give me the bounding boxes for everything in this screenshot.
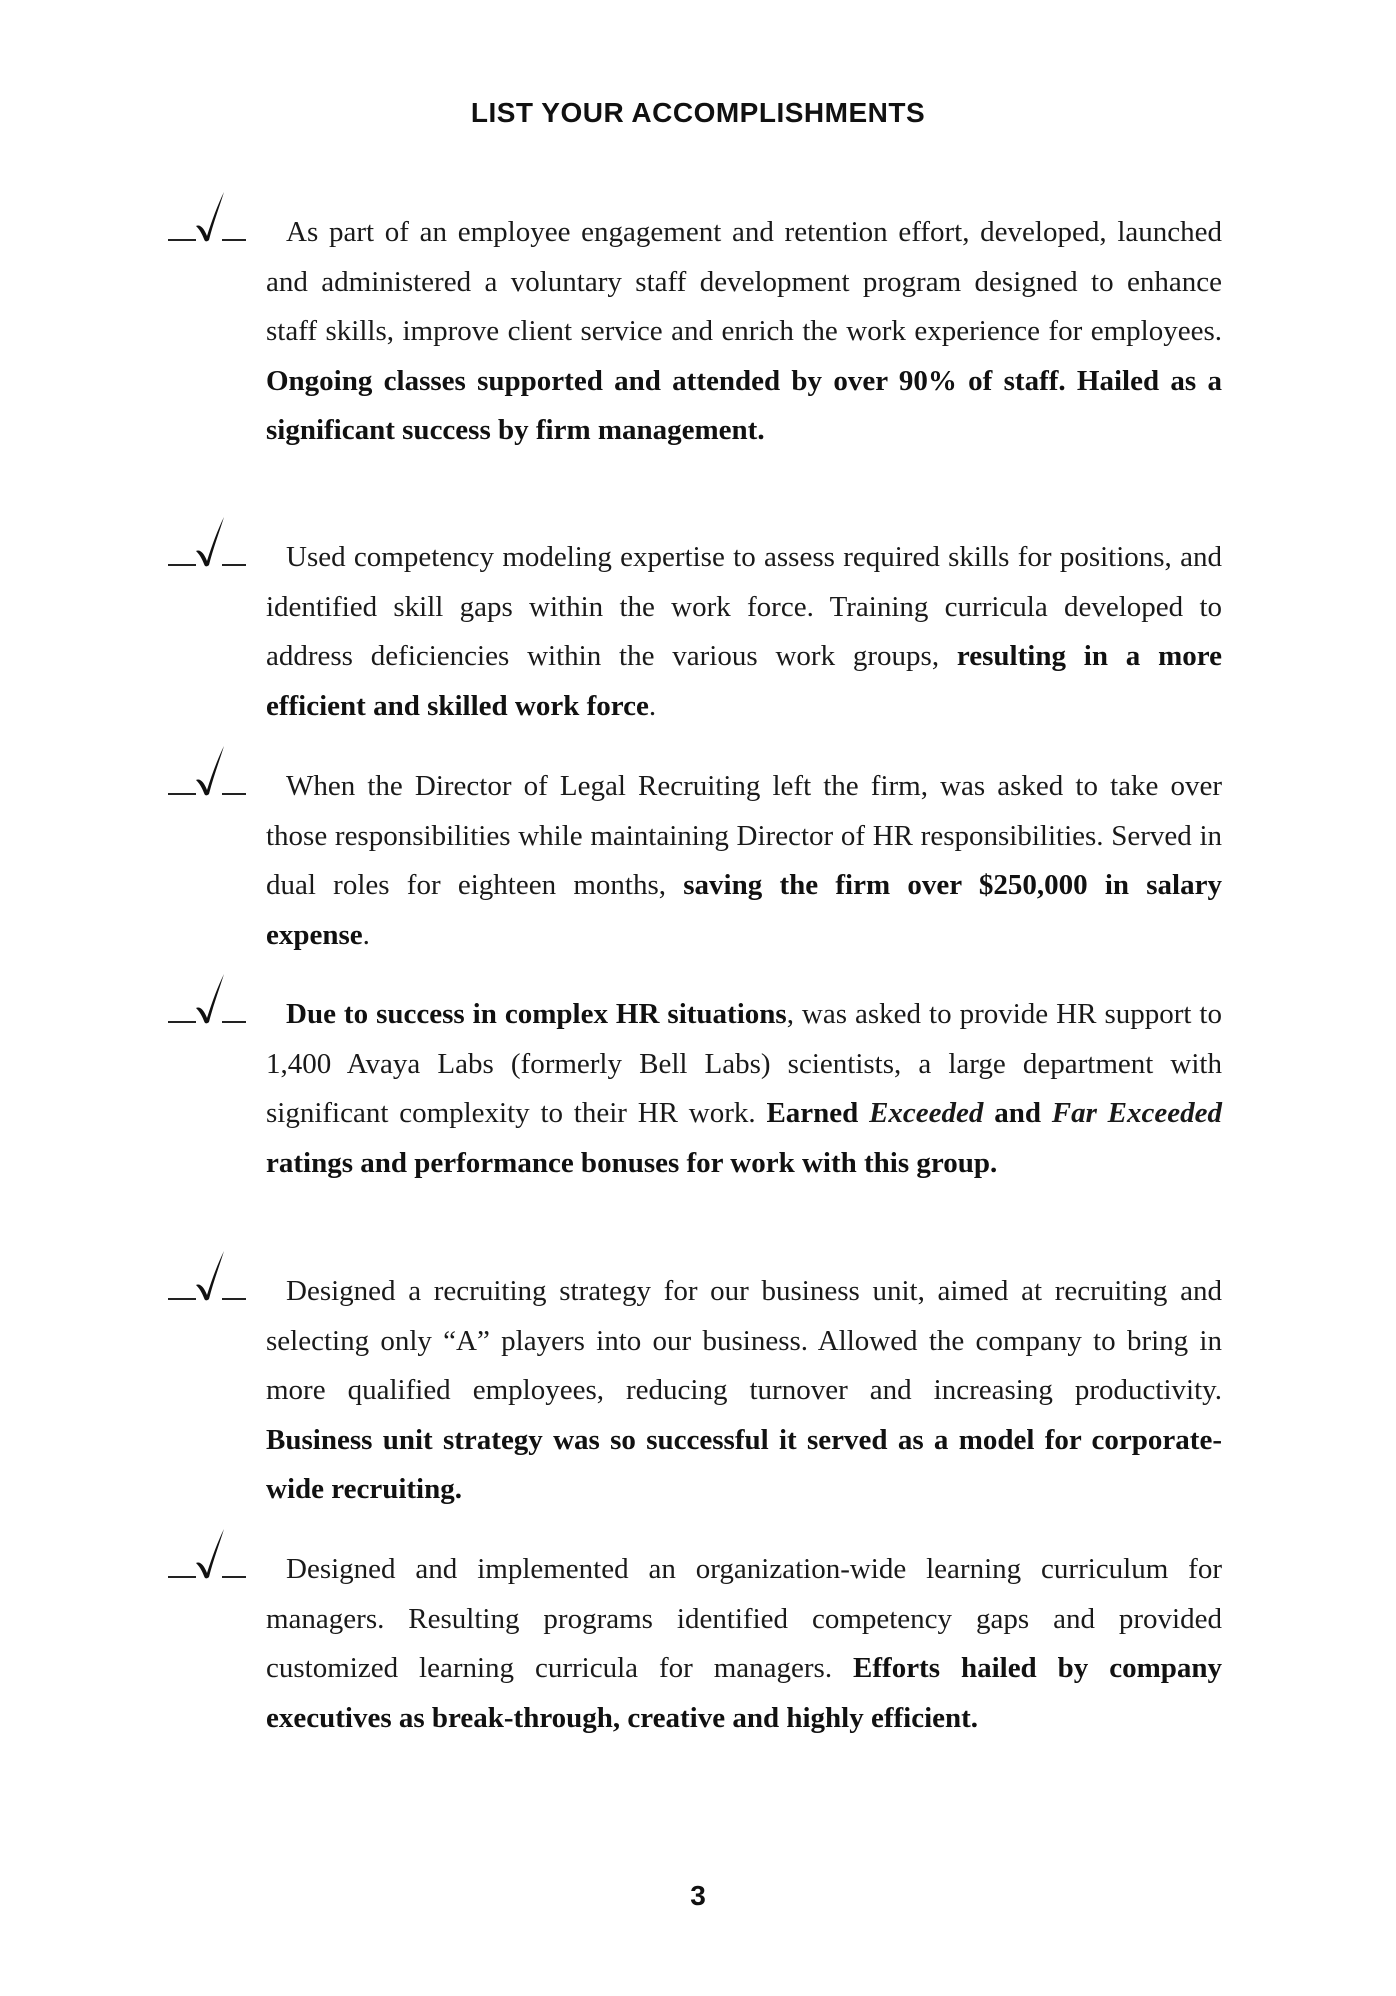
- emphasis-bold: Due to success in complex HR situations: [286, 998, 787, 1030]
- checkmark-icon: [166, 970, 266, 1036]
- accomplishment-item: [166, 208, 1226, 456]
- accomplishment-text: [266, 762, 1222, 960]
- text-segment: Designed and implemented an organization-wide learning curriculum for managers. Resulting programs identified competency gaps and provided customized learning curricula for managers.: [266, 1553, 1222, 1685]
- emphasis-bold: Ongoing classes supported and attended by over 90% of staff. Hailed as a significant success by firm management.: [266, 364, 1222, 447]
- text-segment: Designed a recruiting strategy for our business unit, aimed at recruiting and selecting only “A” players into our business. Allowed the company to bring in more qualified employees, reducing turnover and increasing productivity.: [266, 1275, 1222, 1407]
- emphasis-bold: resulting in a more efficient and skilled work force: [266, 640, 1222, 722]
- accomplishment-text: [266, 1267, 1222, 1515]
- emphasis-bold: saving the firm over $250,000 in salary expense: [266, 869, 1222, 951]
- emphasis-bold: ratings and performance bonuses for work with this group.: [266, 1146, 998, 1179]
- text-segment: As part of an employee engagement and retention effort, developed, launched and administered a voluntary staff development program designed to enhance staff skills, improve client service and enrich the work experience for employees.: [266, 216, 1222, 348]
- emphasis-bold: Business unit strategy was so successful it served as a model for corporate-wide recruiting.: [266, 1423, 1222, 1506]
- emphasis-bold: Earned: [766, 1097, 870, 1130]
- text-segment: .: [648, 689, 657, 722]
- text-segment: When the Director of Legal Recruiting left the firm, was asked to take over those responsibilities while maintaining Director of HR responsibilities. Served in dual roles for eighteen months,: [266, 770, 1222, 902]
- page-number: 3: [690, 1880, 706, 1911]
- text-segment: , was asked to provide HR support to 1,400 Avaya Labs (formerly Bell Labs) scientists, a large department with significant complexity to their HR work.: [266, 998, 1222, 1130]
- accomplishment-text: [266, 990, 1222, 1188]
- accomplishment-text: [266, 208, 1222, 456]
- accomplishment-text: [266, 1545, 1222, 1743]
- text-segment: .: [362, 918, 370, 951]
- text-segment: Used competency modeling expertise to assess required skills for positions, and identified skill gaps within the work force. Training curricula developed to address deficiencies within the various work groups,: [266, 541, 1222, 673]
- accomplishment-item: [166, 1267, 1226, 1515]
- accomplishment-item: [166, 533, 1226, 731]
- emphasis-bold: and: [983, 1097, 1052, 1130]
- checkmark-icon: [166, 513, 266, 579]
- checkmark-icon: [166, 188, 266, 254]
- accomplishment-item: [166, 762, 1226, 960]
- page-title: LIST YOUR ACCOMPLISHMENTS: [470, 97, 926, 128]
- emphasis-bold: Efforts hailed by company executives as break-through, creative and highly efficient.: [266, 1652, 1222, 1734]
- accomplishment-text: [266, 533, 1222, 731]
- emphasis-bold-italic: Exceeded: [869, 1097, 984, 1130]
- checkmark-icon: [166, 1525, 266, 1591]
- checkmark-icon: [166, 1247, 266, 1313]
- accomplishment-item: [166, 1545, 1226, 1743]
- emphasis-bold-italic: Far Exceeded: [1051, 1097, 1222, 1130]
- checkmark-icon: [166, 742, 266, 808]
- accomplishment-item: [166, 990, 1226, 1188]
